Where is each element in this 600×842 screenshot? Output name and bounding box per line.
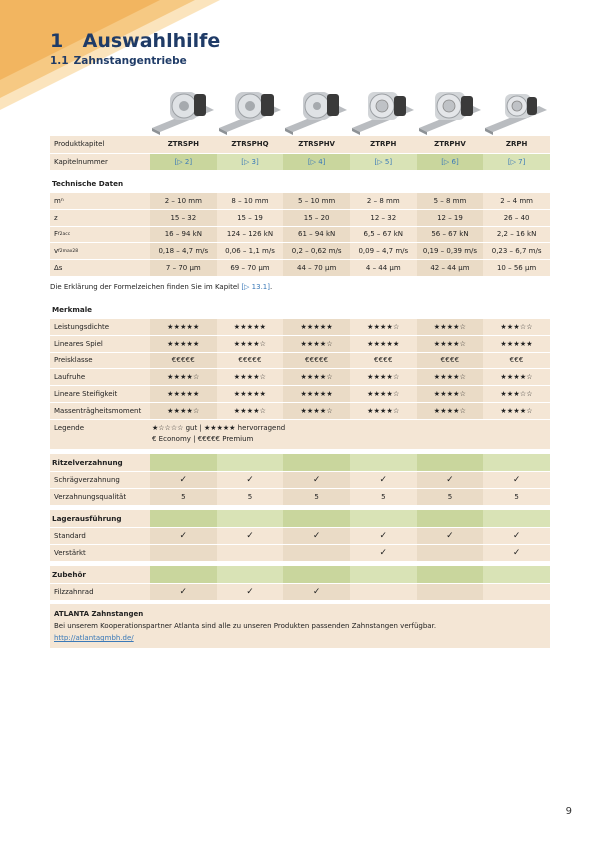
accessory-title-row [50, 566, 550, 583]
rating-cell: ★★★★★ [150, 336, 217, 352]
product-images [150, 84, 550, 136]
check-icon: ✓ [283, 472, 350, 488]
check-icon: ✓ [483, 528, 550, 544]
product-image-ztrsphq [217, 84, 284, 136]
check-icon: ✓ [417, 472, 484, 488]
row-label: v f2max28 [50, 243, 150, 259]
value-cell: 0,06 – 1,1 m/s [217, 243, 284, 259]
value-cell: 4 – 44 µm [350, 260, 417, 276]
atlanta-text: Bei unserem Kooperationspartner Atlanta sind alle zu unseren Produkten passenden Zahnstangen verfügbar. [54, 622, 437, 630]
value-cell: 56 – 67 kN [417, 227, 484, 243]
value-cell: 15 – 19 [217, 210, 284, 226]
row-label: Kapitelnummer [50, 154, 150, 170]
check-icon: ✓ [283, 528, 350, 544]
check-icon [217, 545, 284, 561]
value-cell: 6,5 – 67 kN [350, 227, 417, 243]
check-icon: ✓ [150, 528, 217, 544]
rating-cell: ★★★★☆ [350, 319, 417, 335]
value-cell: 15 – 20 [283, 210, 350, 226]
atlanta-link[interactable]: http://atlantagmbh.de/ [54, 634, 134, 642]
value-cell: 16 – 94 kN [150, 227, 217, 243]
rating-cell: ★★★★☆ [283, 336, 350, 352]
check-icon: ✓ [350, 528, 417, 544]
feature-row [50, 583, 550, 600]
product-name: ZRPH [483, 136, 550, 153]
rating-cell: ★★★★☆ [417, 386, 484, 402]
chapter-link[interactable]: [▷ 4] [283, 154, 350, 170]
formula-note: Die Erklärung der Formelzeichen finden Sie im Kapitel [▷ 13.1]. [50, 283, 273, 291]
bearing-title-row [50, 510, 550, 527]
feature-row [50, 527, 550, 544]
value-cell: 42 – 44 µm [417, 260, 484, 276]
section-title-merkmale: Merkmale [52, 304, 93, 314]
formula-chapter-link[interactable]: [▷ 13.1] [241, 283, 270, 291]
row-label: Schrägverzahnung [50, 472, 150, 488]
check-icon: ✓ [350, 472, 417, 488]
rating-cell: ★★★★☆ [283, 369, 350, 385]
check-icon [417, 545, 484, 561]
tech-row-velocity [50, 242, 550, 259]
tech-data-table [50, 174, 550, 276]
bearing-table [50, 510, 550, 561]
rating-cell: ★★★★☆ [350, 369, 417, 385]
price-cell: €€€€ [350, 353, 417, 369]
feature-row [50, 471, 550, 488]
check-icon: ✓ [417, 528, 484, 544]
rating-cell: ★★★☆☆ [483, 319, 550, 335]
value-cell: 5 – 10 mm [283, 193, 350, 209]
tech-row-z [50, 209, 550, 226]
rating-cell: ★★★★☆ [417, 336, 484, 352]
atlanta-info-box [50, 604, 550, 648]
check-icon [350, 584, 417, 600]
row-label: F f2acc [50, 227, 150, 243]
value-cell: 0,23 – 6,7 m/s [483, 243, 550, 259]
check-icon: ✓ [217, 472, 284, 488]
legend-stars: ★☆☆☆☆ gut | ★★★★★ hervorragend [152, 423, 286, 432]
value-cell: 2 – 10 mm [150, 193, 217, 209]
value-cell: 8 – 10 mm [217, 193, 284, 209]
rating-cell: ★★★★☆ [217, 336, 284, 352]
pinion-table [50, 454, 550, 505]
row-label: Filzzahnrad [50, 584, 150, 600]
row-label: Lineare Steifigkeit [50, 386, 150, 402]
check-icon [150, 545, 217, 561]
feature-row [50, 385, 550, 402]
price-cell: €€€€€ [150, 353, 217, 369]
value-cell: 12 – 19 [417, 210, 484, 226]
page-number: 9 [565, 806, 572, 817]
row-label: Lineares Spiel [50, 336, 150, 352]
legend-text [150, 420, 550, 449]
feature-row [50, 368, 550, 385]
tech-title-row [50, 174, 550, 192]
chapter-link[interactable]: [▷ 7] [483, 154, 550, 170]
section-number: 1.1 [50, 55, 69, 67]
row-label: Laufruhe [50, 369, 150, 385]
chapter-link[interactable]: [▷ 5] [350, 154, 417, 170]
value-cell: 5 [283, 489, 350, 505]
check-icon [483, 584, 550, 600]
row-label: Massenträgheitsmoment [50, 403, 150, 419]
section-title: Zahnstangentriebe [73, 55, 187, 67]
chapter-link[interactable]: [▷ 6] [417, 154, 484, 170]
value-cell: 5 [483, 489, 550, 505]
value-cell: 5 [150, 489, 217, 505]
feature-row [50, 544, 550, 561]
rating-cell: ★★★★☆ [417, 319, 484, 335]
tech-row-mn [50, 192, 550, 209]
rating-cell: ★★★★☆ [483, 369, 550, 385]
value-cell: 5 [417, 489, 484, 505]
features-table [50, 300, 550, 449]
value-cell: 44 – 70 µm [283, 260, 350, 276]
row-label: m n [50, 193, 150, 209]
rating-cell: ★★★★☆ [350, 403, 417, 419]
check-icon: ✓ [283, 584, 350, 600]
section-title-lager: Lagerausführung [50, 510, 150, 527]
rating-cell: ★★★★☆ [150, 369, 217, 385]
value-cell: 2 – 8 mm [350, 193, 417, 209]
product-image-zrph [483, 84, 550, 136]
section-title-tech: Technische Daten [52, 178, 124, 188]
row-label: Standard [50, 528, 150, 544]
product-image-ztrsphv [283, 84, 350, 136]
feature-row [50, 352, 550, 369]
product-name: ZTRSPH [150, 136, 217, 153]
rating-cell: ★★★★★ [350, 336, 417, 352]
features-title-row [50, 300, 550, 318]
value-cell: 15 – 32 [150, 210, 217, 226]
rating-cell: ★★★★☆ [283, 403, 350, 419]
rating-cell: ★★★★★ [283, 386, 350, 402]
product-image-ztrphv [417, 84, 484, 136]
value-cell: 5 [217, 489, 284, 505]
value-cell: 124 – 126 kN [217, 227, 284, 243]
rating-cell: ★★★★☆ [417, 369, 484, 385]
value-cell: 0,18 – 4,7 m/s [150, 243, 217, 259]
row-label: Verzahnungsqualität [50, 489, 150, 505]
rating-cell: ★★★★☆ [150, 403, 217, 419]
rating-cell: ★★★★☆ [350, 386, 417, 402]
section-title-zubehoer: Zubehör [50, 566, 150, 583]
product-name-row [50, 136, 550, 153]
price-cell: €€€€€ [217, 353, 284, 369]
rating-cell: ★★★★☆ [417, 403, 484, 419]
rating-cell: ★★★★★ [150, 386, 217, 402]
rating-cell: ★★★★★ [217, 319, 284, 335]
product-header-table [50, 136, 550, 170]
accessory-table [50, 566, 550, 600]
rating-cell: ★★★★★ [217, 386, 284, 402]
atlanta-title: ATLANTA Zahnstangen [54, 610, 144, 618]
check-icon: ✓ [483, 472, 550, 488]
rating-cell: ★★★★★ [150, 319, 217, 335]
value-cell: 5 – 8 mm [417, 193, 484, 209]
chapter-heading [50, 30, 220, 52]
value-cell: 0,19 – 0,39 m/s [417, 243, 484, 259]
rating-cell: ★★★★☆ [217, 403, 284, 419]
value-cell: 61 – 94 kN [283, 227, 350, 243]
check-icon: ✓ [217, 528, 284, 544]
price-cell: €€€€€ [283, 353, 350, 369]
value-cell: 10 – 56 µm [483, 260, 550, 276]
rating-cell: ★★★★★ [283, 319, 350, 335]
feature-row [50, 335, 550, 352]
rating-cell: ★★★☆☆ [483, 386, 550, 402]
value-cell: 5 [350, 489, 417, 505]
chapter-title: Auswahlhilfe [82, 30, 221, 52]
value-cell: 69 – 70 µm [217, 260, 284, 276]
pinion-title-row [50, 454, 550, 471]
chapter-number: 1 [50, 30, 64, 52]
row-label: Preisklasse [50, 353, 150, 369]
check-icon: ✓ [150, 584, 217, 600]
check-icon: ✓ [483, 545, 550, 561]
value-cell: 7 – 70 µm [150, 260, 217, 276]
tech-row-force [50, 226, 550, 243]
value-cell: 26 – 40 [483, 210, 550, 226]
legend-price: € Economy | €€€€€ Premium [152, 434, 254, 443]
legend-row [50, 419, 550, 449]
product-name: ZTRPH [350, 136, 417, 153]
product-name: ZTRPHV [417, 136, 484, 153]
feature-row [50, 402, 550, 419]
row-label: Produktkapitel [50, 136, 150, 153]
row-label: Leistungsdichte [50, 319, 150, 335]
row-label: z [50, 210, 150, 226]
check-icon: ✓ [217, 584, 284, 600]
value-cell: 2 – 4 mm [483, 193, 550, 209]
feature-row [50, 488, 550, 505]
product-name: ZTRSPHV [283, 136, 350, 153]
chapter-link[interactable]: [▷ 3] [217, 154, 284, 170]
rating-cell: ★★★★★ [483, 336, 550, 352]
value-cell: 0,2 – 0,62 m/s [283, 243, 350, 259]
check-icon [417, 584, 484, 600]
value-cell: 12 – 32 [350, 210, 417, 226]
price-cell: €€€ [483, 353, 550, 369]
check-icon [283, 545, 350, 561]
chapter-number-row [50, 153, 550, 170]
section-title-ritzel: Ritzelverzahnung [50, 454, 150, 471]
price-cell: €€€€ [417, 353, 484, 369]
rating-cell: ★★★★☆ [217, 369, 284, 385]
row-label: Δs [50, 260, 150, 276]
check-icon: ✓ [350, 545, 417, 561]
product-image-ztrph [350, 84, 417, 136]
product-image-ztrsph [150, 84, 217, 136]
value-cell: 2,2 – 16 kN [483, 227, 550, 243]
chapter-link[interactable]: [▷ 2] [150, 154, 217, 170]
row-label: Verstärkt [50, 545, 150, 561]
check-icon: ✓ [150, 472, 217, 488]
value-cell: 0,09 – 4,7 m/s [350, 243, 417, 259]
section-heading [50, 55, 187, 67]
product-name: ZTRSPHQ [217, 136, 284, 153]
rating-cell: ★★★★☆ [483, 403, 550, 419]
legend-label: Legende [50, 420, 150, 449]
feature-row [50, 318, 550, 335]
tech-row-ds [50, 259, 550, 276]
